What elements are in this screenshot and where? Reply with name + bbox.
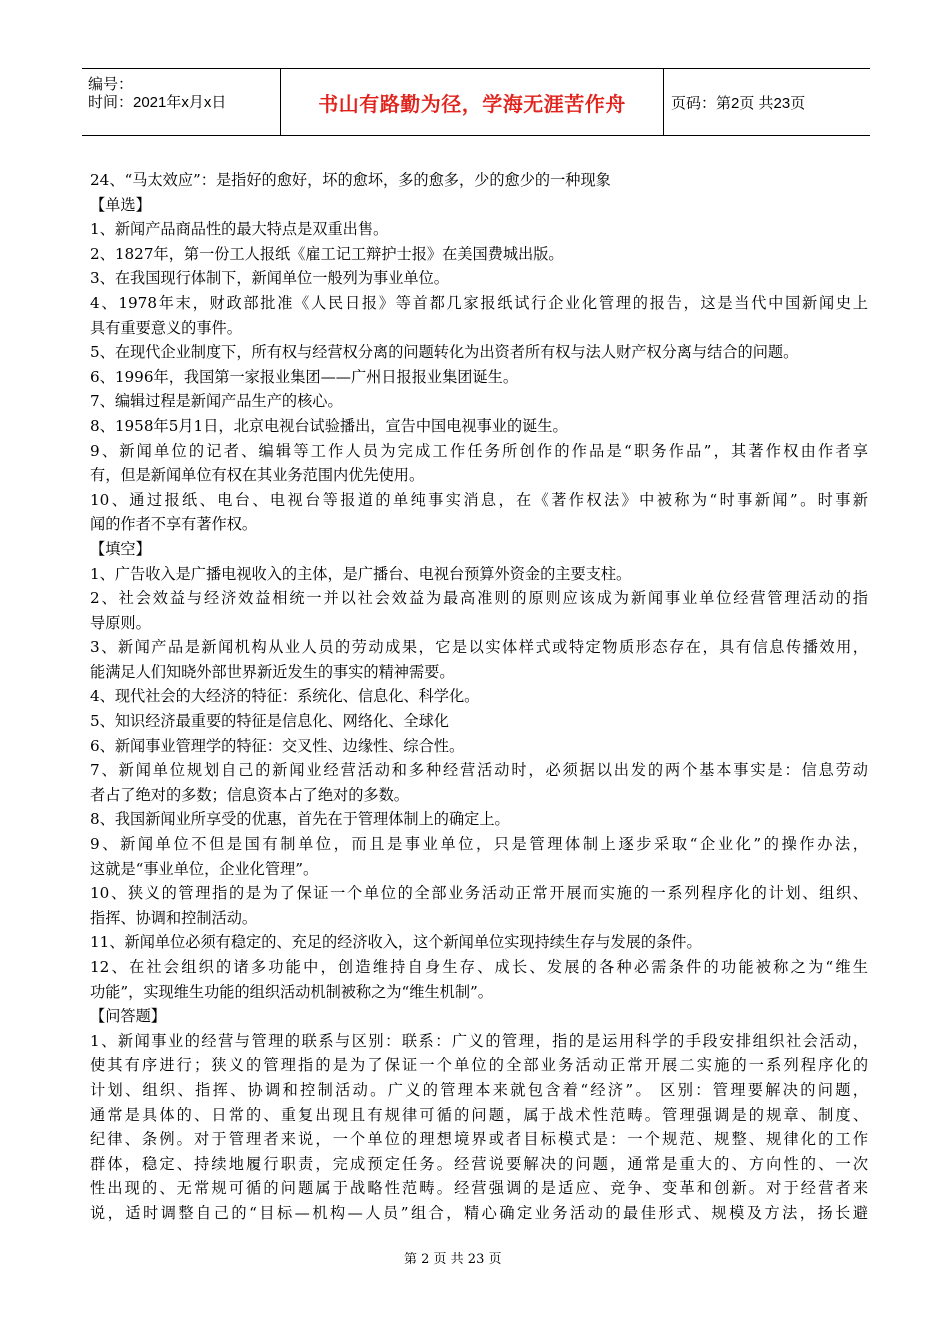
document-time-label: 时间：2021年x月x日 [88, 94, 227, 111]
text-line: 导原则。 [90, 613, 151, 632]
text-line: 有，但是新闻单位有权在其业务范围内优先使用。 [90, 466, 425, 485]
text-line: 8、我国新闻业所享受的优惠，首先在于管理体制上的确定上。 [90, 810, 510, 829]
text-line: 这就是“事业单位，企业化管理”。 [90, 859, 319, 878]
text-line: 1、新闻事业的经营与管理的联系与区别：联系：广义的管理，指的是运用科学的手段安排组织社会活动， [90, 1031, 868, 1050]
text-line: 1、新闻产品商品性的最大特点是双重出售。 [90, 220, 389, 239]
text-line: 3、新闻产品是新闻机构从业人员的劳动成果，它是以实体样式或特定物质形态存在，具有信息传播效用， [90, 638, 868, 657]
page-header [82, 68, 870, 136]
text-line: 计划、组织、指挥、协调和控制活动。广义的管理本来就包含着“经济”。 区别：管理要解决的问题， [90, 1080, 868, 1099]
text-line: 2、社会效益与经济效益相统一并以社会效益为最高准则的原则应该成为新闻事业单位经营管理活动的指 [90, 589, 868, 608]
text-line: 能满足人们知晓外部世界新近发生的事实的精神需要。 [90, 662, 455, 681]
document-body [90, 168, 868, 1226]
text-line: 10、狭义的管理指的是为了保证一个单位的全部业务活动正常开展而实施的一系列程序化的计划、组织、 [90, 884, 868, 903]
text-line: 功能”，实现维生功能的组织活动机制被称之为“维生机制”。 [90, 982, 493, 1001]
text-line: 闻的作者不享有著作权。 [90, 515, 258, 534]
text-line: 说，适时调整自己的“目标—机构—人员”组合，精心确定业务活动的最佳形式、规模及方法，扬长避 [90, 1203, 868, 1222]
text-line: 9、新闻单位的记者、编辑等工作人员为完成工作任务所创作的作品是“职务作品”，其著作权由作者享 [90, 441, 868, 460]
text-line: 2、1827年，第一份工人报纸《雇工记工辩护士报》在美国费城出版。 [90, 244, 564, 263]
document-number-label: 编号： [88, 76, 134, 93]
text-line: 9、新闻单位不但是国有制单位，而且是事业单位，只是管理体制上逐步采取“企业化”的操作办法， [90, 835, 868, 854]
text-line: 11、新闻单位必须有稳定的、充足的经济收入，这个新闻单位实现持续生存与发展的条件。 [90, 933, 702, 952]
section-heading-single-choice: 【单选】 [90, 195, 151, 214]
header-motto-cell [280, 69, 664, 135]
text-line: 6、1996年，我国第一家报业集团——广州日报报业集团诞生。 [90, 367, 519, 386]
text-line: 纪律、条例。对于管理者来说，一个单位的理想境界或者目标模式是：一个规范、规整、规律化的工作 [90, 1130, 868, 1149]
text-line: 具有重要意义的事件。 [90, 318, 242, 337]
text-line: 8、1958年5月1日，北京电视台试验播出，宣告中国电视事业的诞生。 [90, 416, 568, 435]
text-line: 7、新闻单位规划自己的新闻业经营活动和多种经营活动时，必须据以出发的两个基本事实是：信息劳动 [90, 761, 868, 780]
text-line: 10、通过报纸、电台、电视台等报道的单纯事实消息，在《著作权法》中被称为“时事新闻”。时事新 [90, 490, 868, 509]
section-heading-fill-in: 【填空】 [90, 539, 151, 558]
text-line: 性出现的、无常规可循的问题属于战略性范畴。经营强调的是适应、竞争、变革和创新。对于经营者来 [90, 1179, 868, 1198]
text-line: 通常是具体的、日常的、重复出现且有规律可循的问题，属于战术性范畴。管理强调是的规章、制度、 [90, 1105, 868, 1124]
text-line: 者占了绝对的多数；信息资本占了绝对的多数。 [90, 785, 409, 804]
text-line: 7、编辑过程是新闻产品生产的核心。 [90, 392, 343, 411]
text-line: 指挥、协调和控制活动。 [90, 908, 258, 927]
text-line: 12、在社会组织的诸多功能中，创造维持自身生存、成长、发展的各种必需条件的功能被称之为“维生 [90, 958, 868, 976]
section-heading-qa: 【问答题】 [90, 1007, 166, 1026]
text-line: 24、“马太效应”：是指好的愈好，坏的愈坏，多的愈多，少的愈少的一种现象 [90, 171, 611, 189]
text-line: 1、广告收入是广播电视收入的主体，是广播台、电视台预算外资金的主要支柱。 [90, 564, 632, 583]
page-footer: 第 2 页 共 23 页 [404, 1252, 502, 1267]
text-line: 5、在现代企业制度下，所有权与经营权分离的问题转化为出资者所有权与法人财产权分离与结合的问题。 [90, 343, 799, 362]
header-page-label: 页码：第2页 共23页 [671, 94, 806, 112]
text-line: 6、新闻事业管理学的特征：交叉性、边缘性、综合性。 [90, 736, 465, 755]
text-line: 使其有序进行；狭义的管理指的是为了保证一个单位的全部业务活动正常开展二实施的一系列程序化的 [90, 1056, 868, 1075]
header-meta [82, 69, 280, 135]
text-line: 4、现代社会的大经济的特征：系统化、信息化、科学化。 [90, 687, 480, 706]
text-line: 4、1978年末，财政部批准《人民日报》等首都几家报纸试行企业化管理的报告，这是当代中国新闻史上 [90, 293, 868, 312]
text-line: 5、知识经济最重要的特征是信息化、网络化、全球化 [90, 712, 449, 731]
header-motto: 书山有路勤为径，学海无涯苦作舟 [318, 91, 626, 116]
text-line: 群体，稳定、持续地履行职责，完成预定任务。经营说要解决的问题，通常是重大的、方向性的、一次 [90, 1154, 868, 1173]
text-line: 3、在我国现行体制下，新闻单位一般列为事业单位。 [90, 269, 449, 288]
